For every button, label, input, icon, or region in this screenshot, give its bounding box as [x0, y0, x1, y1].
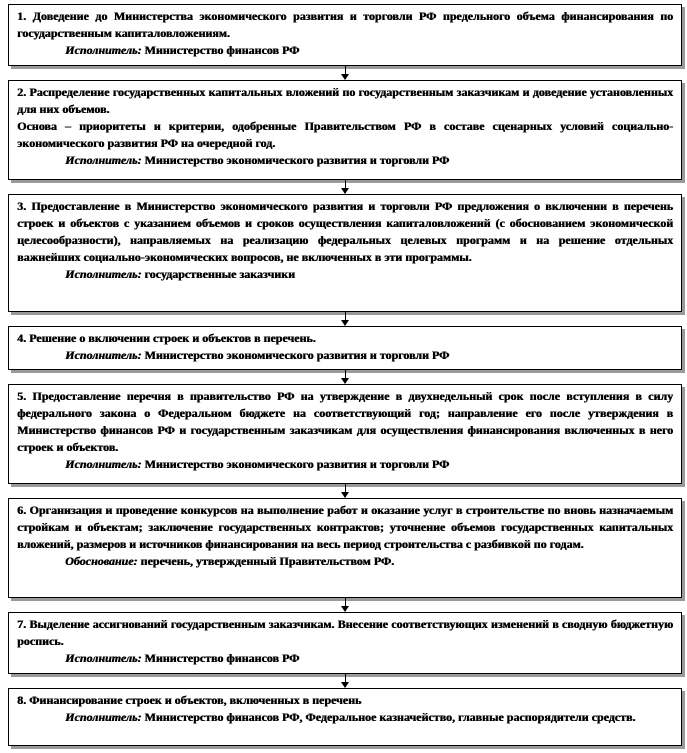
step-4-text: 4. Решение о включении строек и объектов в перечень.	[17, 331, 316, 345]
step-6-text: 6. Организация и проведение конкурсов на выполнение работ и оказание услуг в строительстве по вновь назначаемым стройкам и объектам; заключение государственных контрактов; уточнение объемов государственных капитальных вложений, размеров и источников финансирования на весь период строительства с разбивкой по годам.	[17, 503, 673, 551]
step-8-actor: Министерство финансов РФ, Федеральное казначейство, главные распорядители средств.	[144, 710, 636, 724]
arrow-6-7	[345, 598, 346, 611]
step-5-text: 5. Предоставление перечня в правительство РФ на утверждение в двухнедельный срок после вступления в силу федерального закона о Федеральном бюджете на соответствующий год; направление его после утверждения в Министерство финансов РФ и государственным заказчикам для осуществления финансирования включенных в него строек и объектов.	[17, 389, 673, 454]
step-2-executor	[17, 152, 673, 169]
step-8-box	[8, 688, 682, 746]
arrow-5-6	[345, 484, 346, 497]
step-6-actor: перечень, утвержденный Правительством РФ.	[140, 554, 394, 568]
arrow-4-5	[345, 370, 346, 383]
step-4-role: Исполнитель:	[65, 348, 142, 362]
step-7-box	[8, 612, 682, 674]
step-7-actor: Министерство финансов РФ	[144, 651, 300, 665]
arrow-1-2	[345, 66, 346, 79]
step-2-actor: Министерство экономического развития и торговли РФ	[144, 153, 450, 167]
step-4-box	[8, 326, 682, 370]
step-3-text: 3. Предоставление в Министерство экономического развития и торговли РФ предложения о включении в перечень строек и объектов с указанием объемов и сроков осуществления капиталовложений (с обоснованием экономической целесообразности), направляемых на реализацию федеральных целевых программ и на решение отдельных важнейших социально-экономических вопросов, не включенных в эти программы.	[17, 199, 673, 264]
step-6-box	[8, 498, 682, 598]
step-1-executor	[17, 42, 673, 59]
step-8-role: Исполнитель:	[65, 710, 142, 724]
step-5-role: Исполнитель:	[65, 457, 142, 471]
arrow-2-3	[345, 180, 346, 193]
step-6-executor	[17, 553, 673, 570]
step-1-role: Исполнитель:	[65, 43, 142, 57]
step-3-role: Исполнитель:	[65, 267, 142, 281]
step-2-text: 2. Распределение государственных капитальных вложений по государственным заказчикам и доведение установленных для них объемов.	[17, 85, 673, 116]
step-6-role: Обоснование:	[65, 554, 138, 568]
step-8-executor	[17, 709, 673, 726]
step-1-text: 1. Доведение до Министерства экономического развития и торговли РФ предельного объема финансирования по государственным капиталовложениям.	[17, 9, 673, 40]
step-8-text: 8. Финансирование строек и объектов, включенных в перечень	[17, 693, 362, 707]
step-2-box	[8, 80, 682, 180]
step-7-executor	[17, 650, 673, 667]
step-2-role: Исполнитель:	[65, 153, 142, 167]
step-7-text: 7. Выделение ассигнований государственным заказчикам. Внесение соответствующих изменений в сводную бюджетную роспись.	[17, 617, 673, 648]
step-5-executor	[17, 456, 673, 473]
step-4-actor: Министерство экономического развития и торговли РФ	[144, 348, 450, 362]
step-5-box	[8, 384, 682, 484]
step-1-box	[8, 4, 682, 66]
step-3-box	[8, 194, 682, 312]
step-1-actor: Министерство финансов РФ	[144, 43, 300, 57]
step-4-executor	[17, 347, 673, 364]
step-2-note: Основа – приоритеты и критерии, одобренные Правительством РФ в составе сценарных условий социально-экономического развития РФ на очередной год.	[17, 119, 673, 150]
step-3-actor: государственные заказчики	[144, 267, 295, 281]
arrow-3-4	[345, 312, 346, 325]
step-5-actor: Министерство экономического развития и торговли РФ	[144, 457, 450, 471]
arrow-7-8	[345, 674, 346, 687]
step-7-role: Исполнитель:	[65, 651, 142, 665]
step-3-executor	[17, 266, 673, 283]
